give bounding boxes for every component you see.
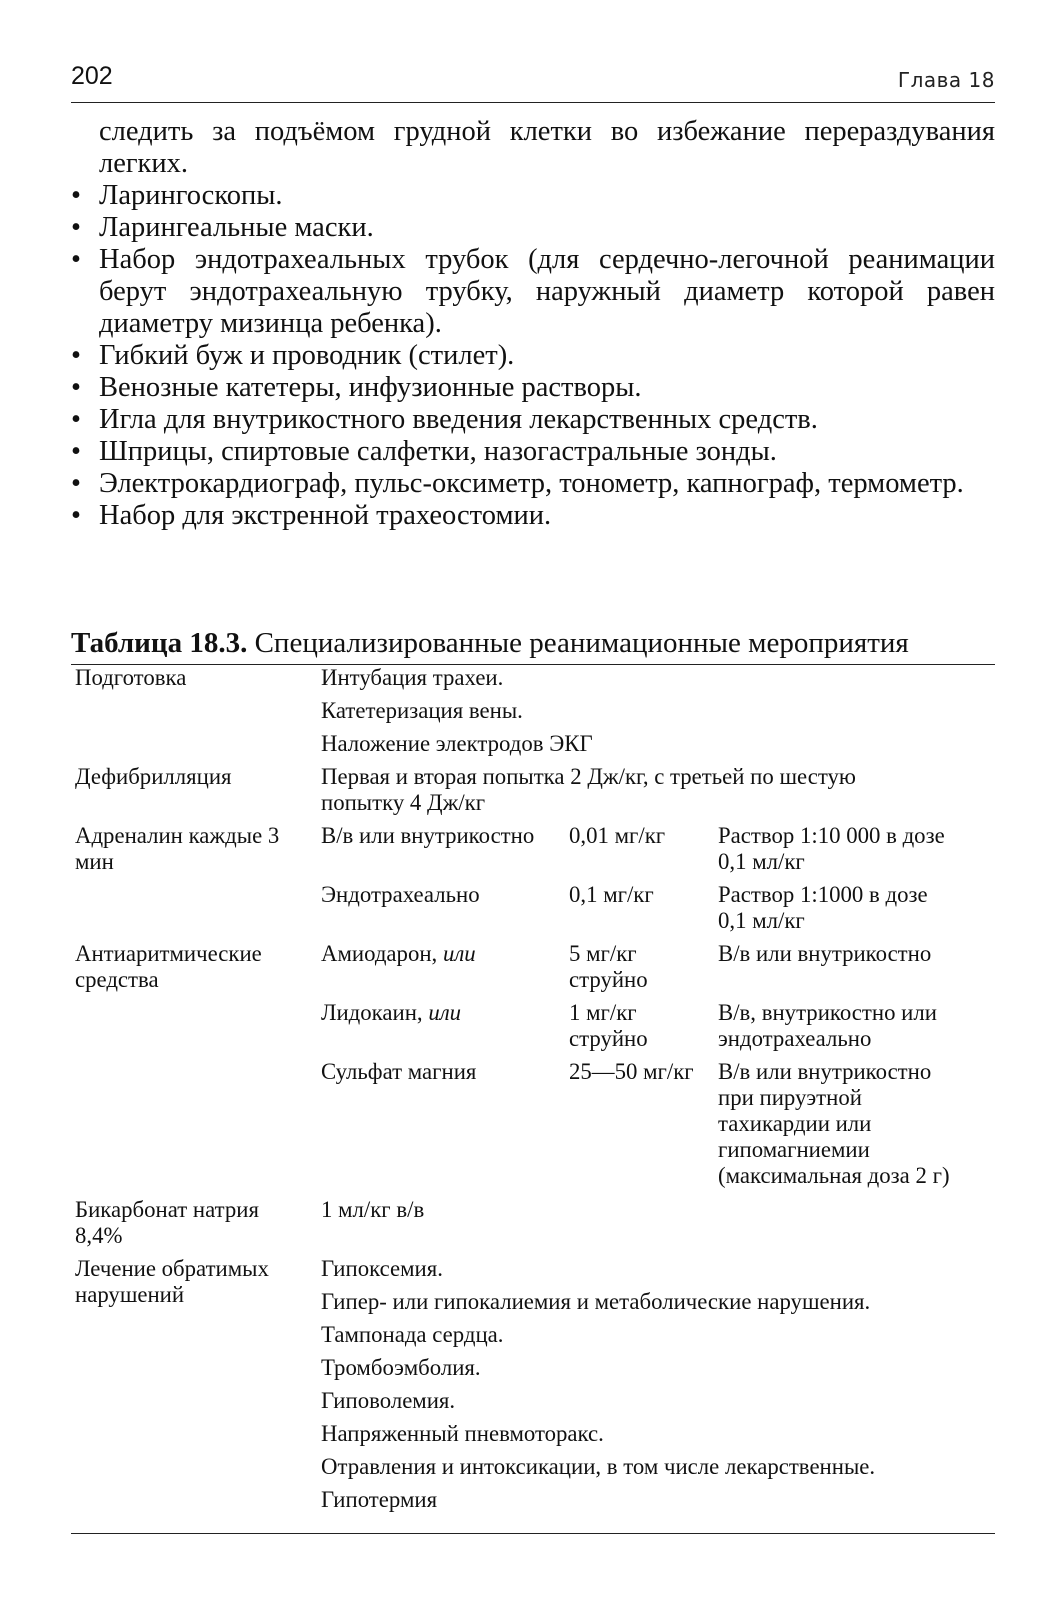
list-item: • Набор эндотрахеальных трубок (для сердечно-легочной реанимации берут эндотрахеальную трубку, наружный диаметр которой равен диаметру мизинца ребенка).: [71, 244, 995, 339]
bullet-icon: •: [71, 212, 81, 243]
antiarrhythmic-dose: 25—50 мг/кг: [569, 1059, 694, 1084]
row-label-reversible-causes: Лечение обратимых нарушений: [75, 1256, 269, 1307]
row-label-preparation: Подготовка: [75, 665, 187, 690]
antiarrhythmic-note: В/в или внутрикостно: [718, 941, 932, 966]
bullet-icon: •: [71, 340, 81, 371]
list-item: • Венозные катетеры, инфузионные растворы.: [71, 372, 642, 403]
adrenaline-dose: 0,1 мг/кг: [569, 882, 654, 907]
adrenaline-dose: 0,01 мг/кг: [569, 823, 666, 848]
row-label-antiarrhythmic: Антиаритмические средства: [75, 941, 262, 992]
row-label-bicarbonate: Бикарбонат натрия 8,4%: [75, 1197, 259, 1248]
bullet-icon: •: [71, 404, 81, 435]
adrenaline-note: Раствор 1:1000 в дозе 0,1 мл/кг: [718, 882, 928, 933]
list-item: • Ларингеальные маски.: [71, 212, 374, 243]
antiarrhythmic-note: В/в или внутрикостно при пируэтной тахикардии или гипомагниемии (максимальная доза 2 г): [718, 1059, 950, 1188]
page-number: 202: [71, 62, 113, 90]
table-bottom-rule: [71, 1533, 995, 1534]
row-label-adrenaline: Адреналин каждые 3 мин: [75, 823, 280, 874]
reversible-cause-item: Отравления и интоксикации, в том числе лекарственные.: [321, 1454, 876, 1479]
equipment-list: [71, 180, 995, 532]
adrenaline-route: В/в или внутрикостно: [321, 823, 535, 848]
prep-item: Катетеризация вены.: [321, 698, 523, 723]
defibrillation-text: Первая и вторая попытка 2 Дж/кг, с третьей по шестую попытку 4 Дж/кг: [321, 764, 856, 815]
prep-item: Интубация трахеи.: [321, 665, 504, 690]
antiarrhythmic-drug: Амиодарон, или: [321, 941, 476, 966]
table-caption: [71, 626, 995, 665]
intro-continuation: следить за подъёмом грудной клетки во избежание перераздувания легких.: [99, 116, 995, 179]
bullet-icon: •: [71, 244, 81, 275]
adrenaline-route: Эндотрахеально: [321, 882, 480, 907]
bullet-icon: •: [71, 500, 81, 531]
table-caption-label: Таблица 18.3.: [71, 627, 248, 659]
bullet-icon: •: [71, 468, 81, 499]
antiarrhythmic-drug: Сульфат магния: [321, 1059, 477, 1084]
reversible-cause-item: Напряженный пневмоторакс.: [321, 1421, 604, 1446]
row-label-defibrillation: Дефибрилляция: [75, 764, 232, 789]
list-item: • Игла для внутрикостного введения лекарственных средств.: [71, 404, 818, 435]
list-item: • Шприцы, спиртовые салфетки, назогастральные зонды.: [71, 436, 777, 467]
reversible-cause-item: Тромбоэмболия.: [321, 1355, 481, 1380]
adrenaline-note: Раствор 1:10 000 в дозе 0,1 мл/кг: [718, 823, 945, 874]
prep-item: Наложение электродов ЭКГ: [321, 731, 593, 756]
list-item: • Гибкий буж и проводник (стилет).: [71, 340, 515, 371]
antiarrhythmic-dose: 1 мг/кг струйно: [569, 1000, 648, 1051]
list-item: • Набор для экстренной трахеостомии.: [71, 500, 552, 531]
antiarrhythmic-note: В/в, внутрикостно или эндотрахеально: [718, 1000, 937, 1051]
list-item: • Ларингоскопы.: [71, 180, 283, 211]
list-item: • Электрокардиограф, пульс-оксиметр, тонометр, капнограф, термометр.: [71, 468, 964, 499]
antiarrhythmic-drug: Лидокаин, или: [321, 1000, 462, 1025]
table-caption-title: Специализированные реанимационные мероприятия: [254, 627, 909, 659]
bullet-icon: •: [71, 180, 81, 211]
running-header: [71, 62, 995, 103]
reversible-cause-item: Гипотермия: [321, 1487, 438, 1512]
reversible-cause-item: Гипоксемия.: [321, 1256, 443, 1281]
antiarrhythmic-dose: 5 мг/кг струйно: [569, 941, 648, 992]
reversible-cause-item: Тампонада сердца.: [321, 1322, 504, 1347]
bicarbonate-text: 1 мл/кг в/в: [321, 1197, 425, 1222]
bullet-icon: •: [71, 372, 81, 403]
chapter-running-head: Глава 18: [897, 68, 995, 92]
reversible-cause-item: Гиповолемия.: [321, 1388, 456, 1413]
reversible-cause-item: Гипер- или гипокалиемия и метаболические нарушения.: [321, 1289, 871, 1314]
intro-section: [71, 116, 995, 532]
bullet-icon: •: [71, 436, 81, 467]
